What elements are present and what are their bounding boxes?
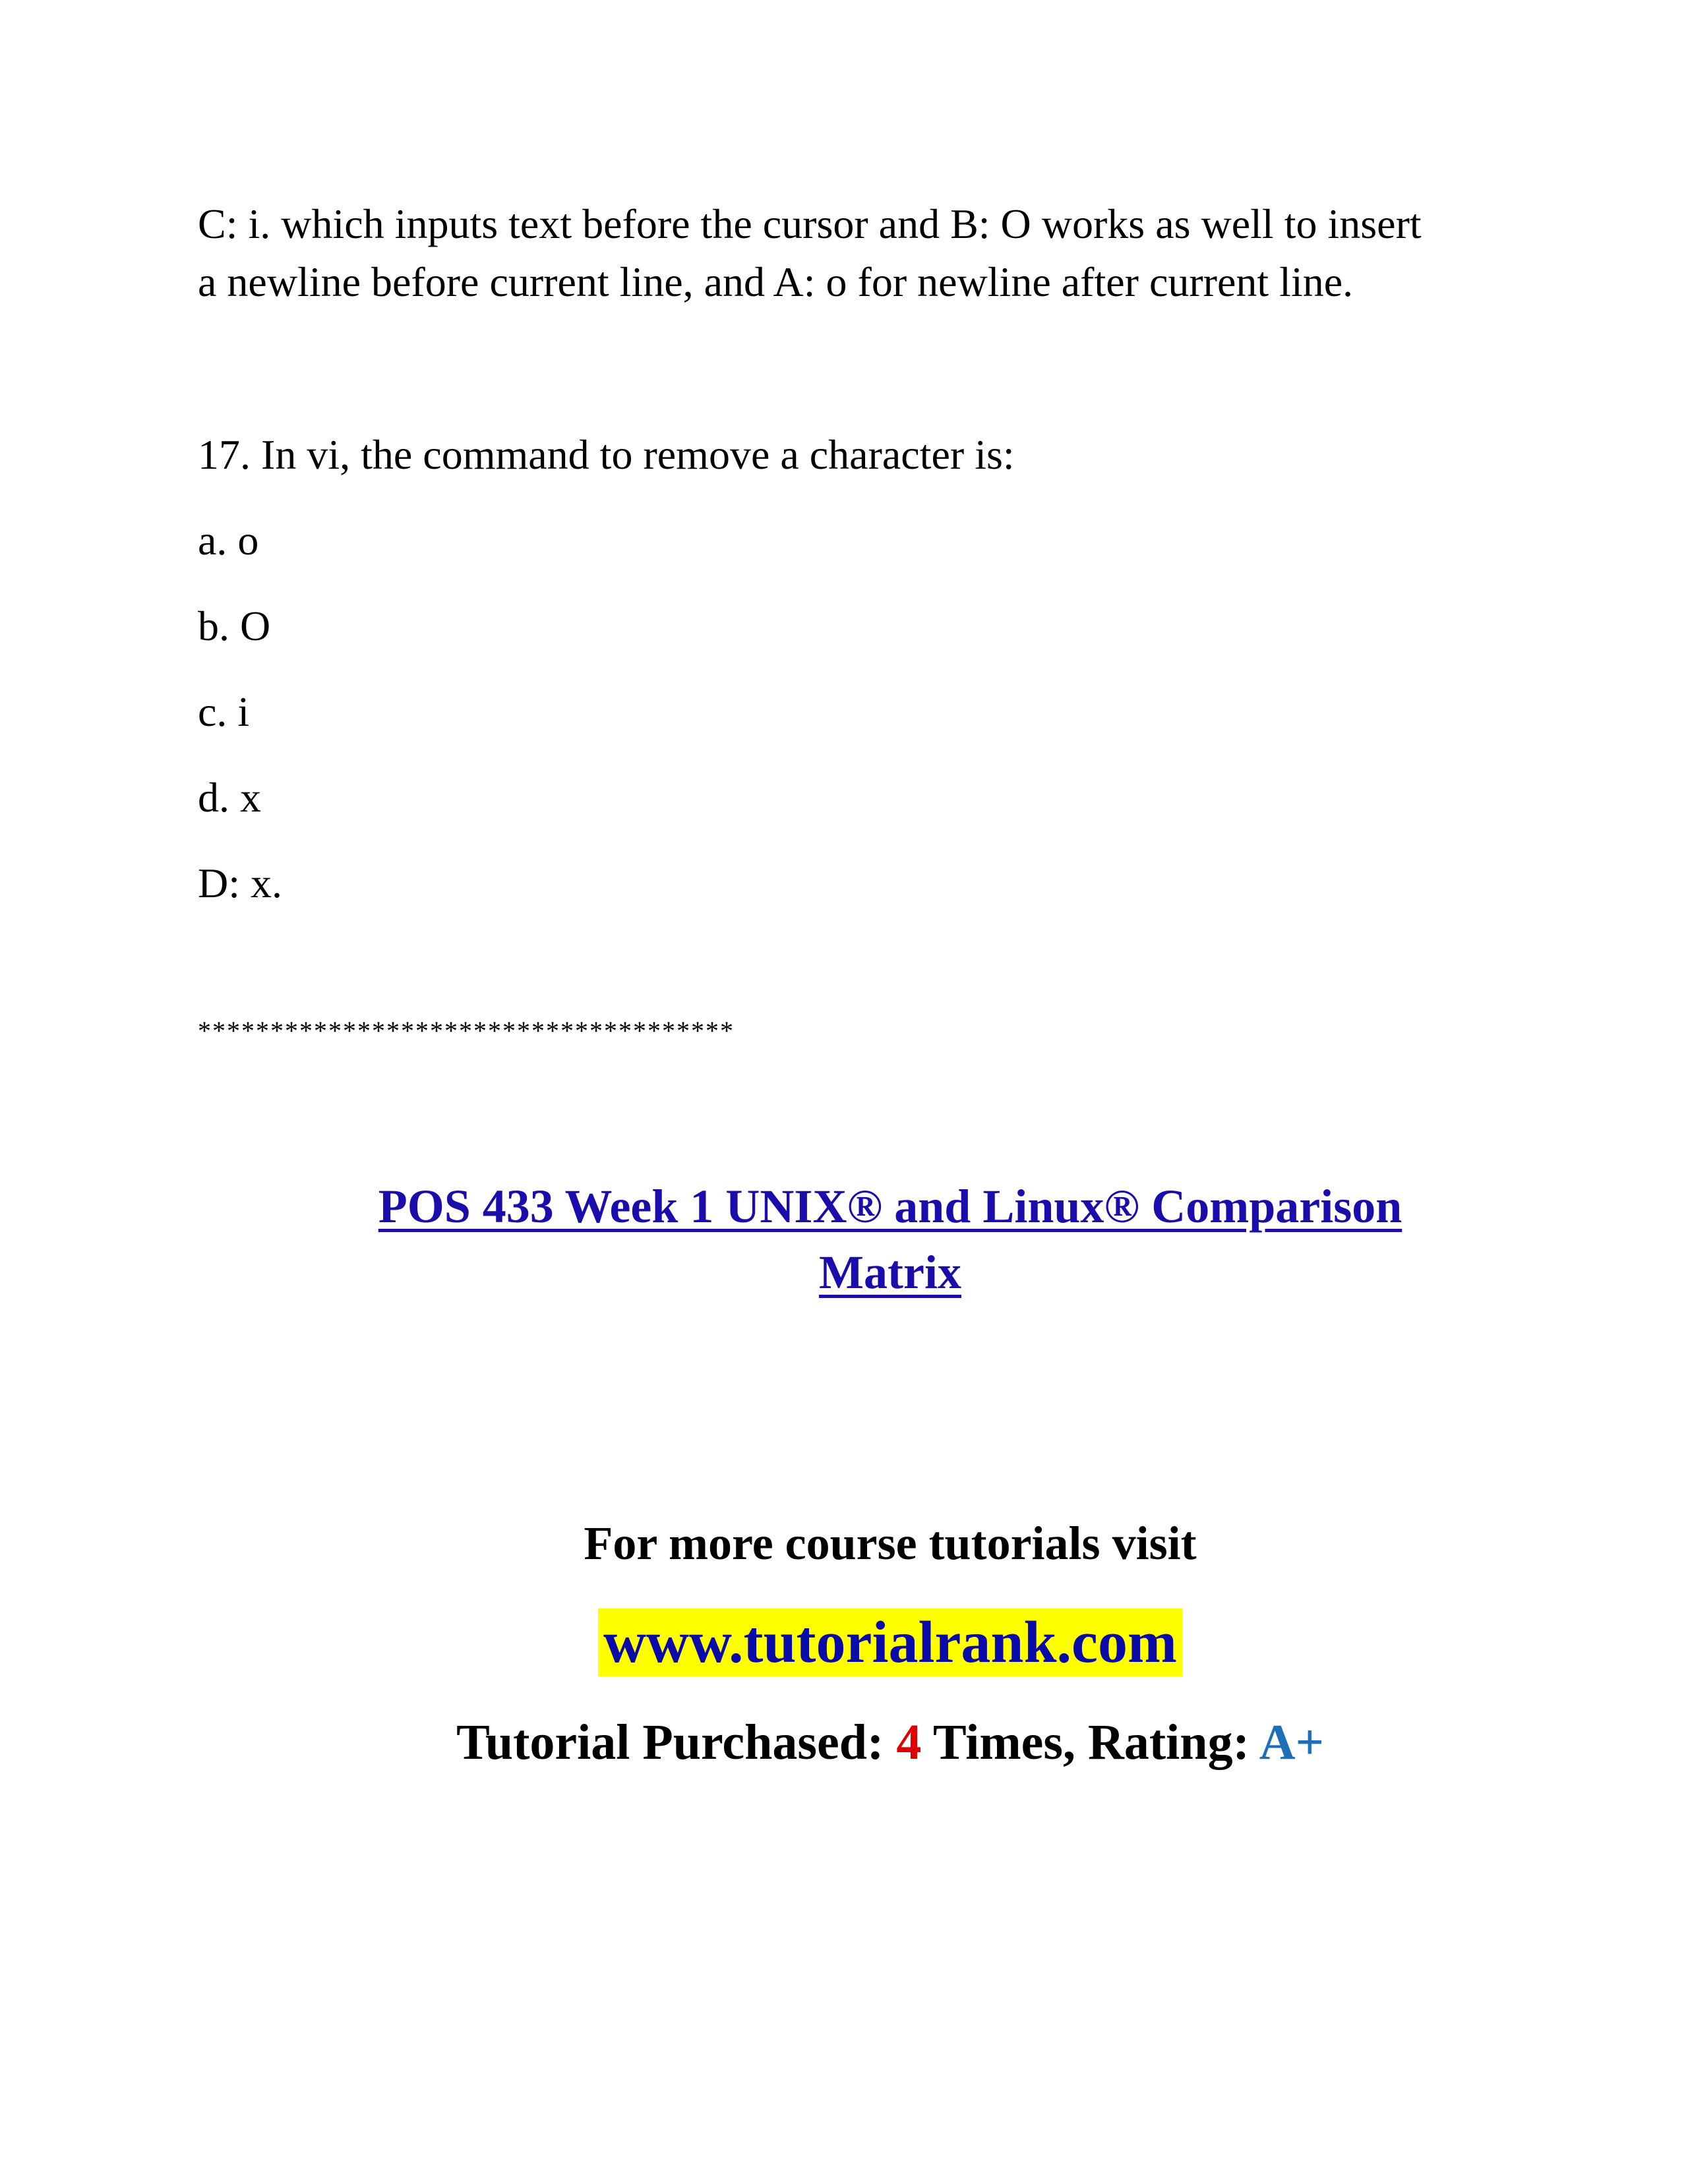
times-rating-label: Times, Rating: [921,1715,1259,1770]
answer-paragraph-line-2: a newline before current line, and A: o for newline after current line. [198,258,1354,305]
rating-value: A+ [1259,1715,1324,1770]
option-b: b. O [198,603,271,649]
visit-text: For more course tutorials visit [584,1517,1197,1570]
tutorial-link-block [0,1173,1688,1305]
tutorial-link-line-1[interactable]: POS 433 Week 1 UNIX® and Linux® Comparison [378,1180,1402,1233]
website-url[interactable]: www.tutorialrank.com [598,1608,1182,1676]
url-block [0,1608,1688,1676]
purchase-rating-line [0,1714,1688,1771]
tutorial-link-line-2[interactable]: Matrix [819,1246,961,1299]
option-a: a. o [198,517,259,564]
answer-paragraph [198,195,1422,311]
separator-line: ************************************* [198,1016,735,1046]
question-text: 17. In vi, the command to remove a character is: [198,431,1015,478]
purchased-count: 4 [896,1715,922,1770]
answer-text: D: x. [198,860,282,906]
option-d: d. x [198,774,261,821]
purchased-label: Tutorial Purchased: [456,1715,897,1770]
option-c: c. i [198,688,250,735]
answer-paragraph-line-1: C: i. which inputs text before the cursor and B: O works as well to insert [198,200,1422,247]
